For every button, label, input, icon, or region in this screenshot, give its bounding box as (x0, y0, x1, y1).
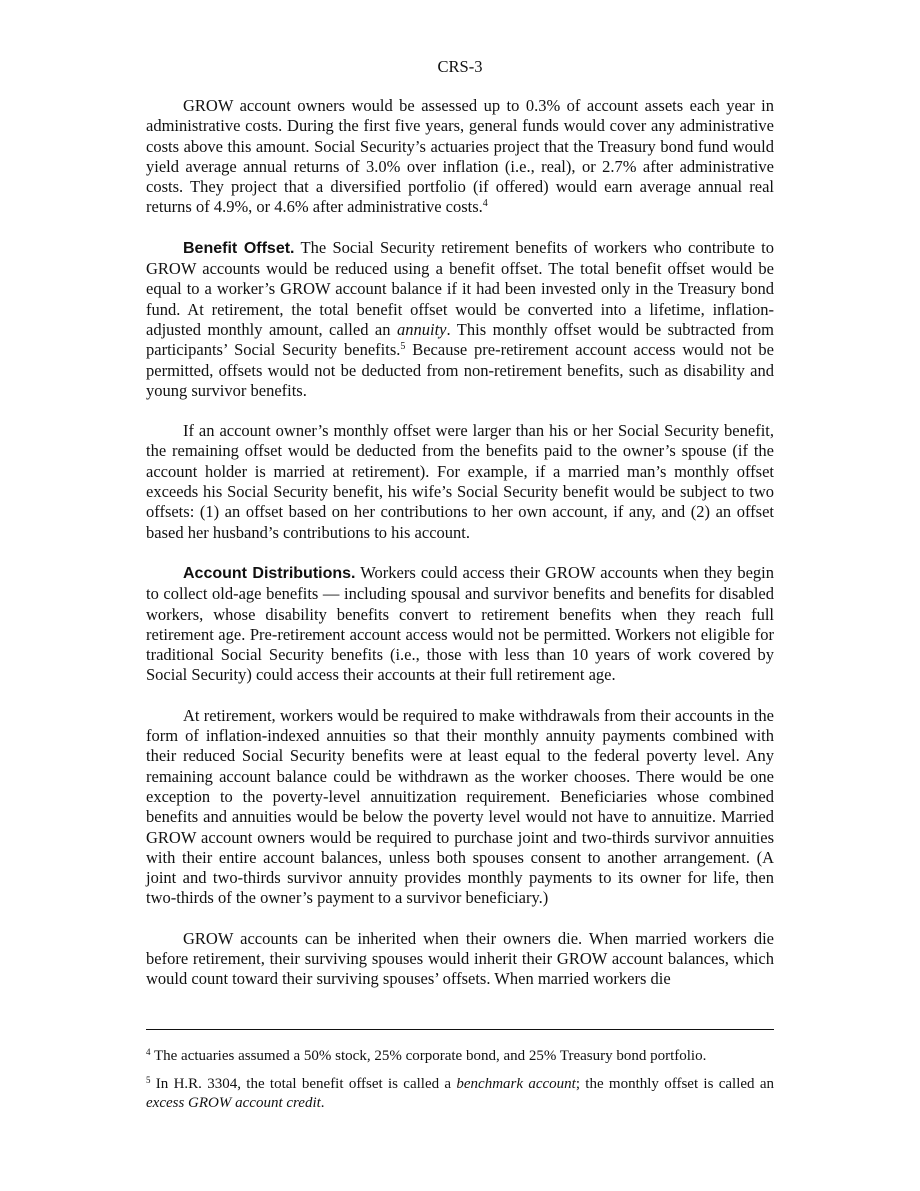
page-number: CRS-3 (437, 57, 483, 76)
footnote-ref-5[interactable]: 5 (400, 341, 406, 353)
paragraph-text: At retirement, workers would be required to make withdrawals from their accounts in the form of inflation-indexed annuities so that their monthly annuity payments combined with their reduced Social Security benefits were at least equal to the federal poverty level. Any remaining account balance could be withdrawn as the worker chooses. There would be one exception to the poverty-level annuitization requirement. Beneficiaries whose combined benefits and annuities would be below the poverty level would not have to annuitize. Married GROW account owners would be required to purchase joint and two-thirds survivor annuities with their entire account balances, unless both spouses consent to another arrangement. (A joint and two-thirds survivor annuity provides monthly payments to its owner for life, then two-thirds of the owner’s payment to a survivor beneficiary.) (146, 705, 774, 908)
paragraph-annuitization (146, 706, 774, 909)
section-heading-account-distributions: Account Distributions. (183, 564, 356, 582)
footnote-ref-4[interactable]: 4 (482, 198, 488, 210)
paragraph-admin-costs (146, 96, 774, 218)
footnote-text: . (320, 1095, 325, 1111)
paragraph-text: GROW accounts can be inherited when their owners die. When married workers die before retirement, their surviving spouses would inherit their GROW account balances, which would count toward their surviving spouses’ offsets. When married workers die (146, 928, 774, 989)
document-body (146, 96, 774, 1010)
paragraph-text: If an account owner’s monthly offset were larger than his or her Social Security benefit, the remaining offset would be deducted from the benefits paid to the owner’s spouse (if the account holder is married at retirement). For example, if a married man’s monthly offset exceeds his Social Security benefit, his wife’s Social Security benefit would be subject to two offsets: (1) an offset based on her contributions to her own account, if any, and (2) an offset based her husband’s contributions to his account. (146, 421, 774, 542)
footnote-4 (146, 1047, 774, 1066)
paragraph-text: . This monthly offset would be subtracted from participants’ Social Security benefits. (146, 319, 774, 360)
footnote-divider (146, 1029, 774, 1030)
paragraph-account-distributions (146, 563, 774, 686)
paragraph-text: Because pre-retirement account access would not be permitted, offsets would not be deducted from non-retirement benefits, such as disability and young survivor benefits. (146, 340, 774, 400)
footnote-text: The actuaries assumed a 50% stock, 25% corporate bond, and 25% Treasury bond portfolio. (150, 1048, 707, 1064)
section-heading-benefit-offset: Benefit Offset. (183, 239, 295, 257)
footnote-text: In H.R. 3304, the total benefit offset is called a (150, 1076, 457, 1092)
italic-term-excess-credit: excess GROW account credit (146, 1095, 321, 1111)
paragraph-inheritance (146, 929, 774, 990)
paragraph-text: Workers could access their GROW accounts when they begin to collect old-age benefits — including spousal and survivor benefits and benefits for disabled workers, whose disability benefits convert to retirement benefits when they reach full retirement age. Pre-retirement account access would not be permitted. Workers not eligible for traditional Social Security benefits (i.e., those with less than 10 years of work covered by Social Security) could access their accounts at their full retirement age. (146, 562, 774, 685)
italic-term-annuity: annuity (396, 319, 447, 339)
paragraph-spouse-offset (146, 421, 774, 543)
footnote-number: 5 (146, 1075, 151, 1085)
paragraph-benefit-offset (146, 238, 774, 401)
paragraph-text: GROW account owners would be assessed up to 0.3% of account assets each year in administrative costs. During the first five years, general funds would cover any administrative costs above this amount. Social Security’s actuaries project that the Treasury bond fund would yield average annual returns of 3.0% over inflation (i.e., real), or 2.7% after administrative costs. They project that a diversified portfolio (if offered) would earn average annual real returns of 4.9%, or 4.6% after administrative costs. (146, 96, 774, 217)
italic-term-benchmark-account: benchmark account (456, 1076, 576, 1092)
footnote-text: ; the monthly offset is called an (575, 1076, 774, 1092)
paragraph-text: The Social Security retirement benefits of workers who contribute to GROW accounts would be reduced using a benefit offset. The total benefit offset would be equal to a worker’s GROW account balance if it had been invested only in the Treasury bond fund. At retirement, the total benefit offset would be converted into a lifetime, inflation-adjusted monthly amount, called an (146, 237, 775, 339)
footnote-number: 4 (146, 1047, 151, 1057)
footnote-5 (146, 1075, 774, 1113)
footnotes (146, 1047, 774, 1122)
